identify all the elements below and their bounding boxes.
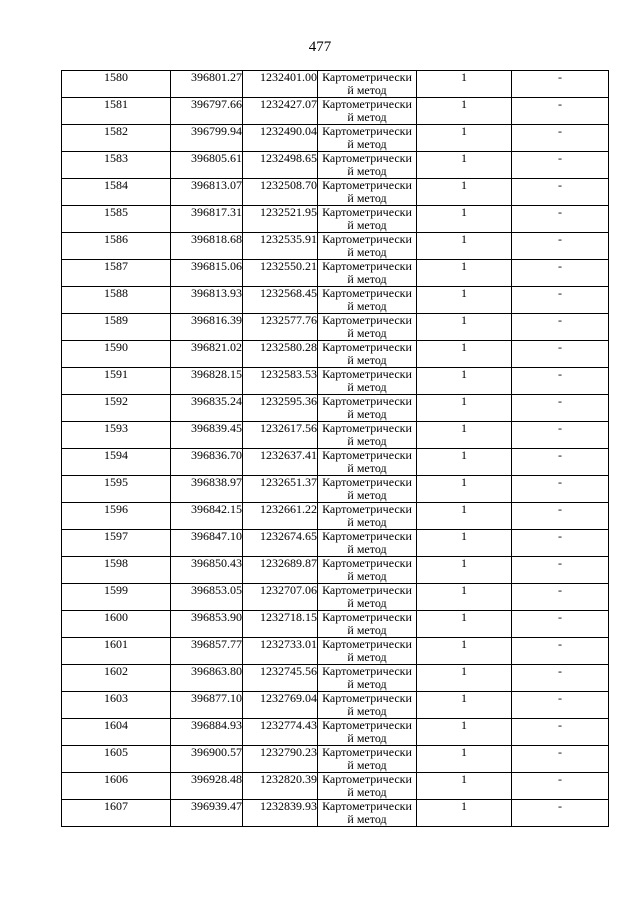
method-line: й метод xyxy=(347,380,387,394)
table-row xyxy=(62,125,609,152)
accuracy-cell: 1 xyxy=(417,476,512,503)
method-line: Картометрически xyxy=(322,178,412,192)
method-line: й метод xyxy=(347,353,387,367)
x-coordinate-cell: 396900.57 xyxy=(171,746,243,773)
method-line: Картометрически xyxy=(322,691,412,705)
method-line: й метод xyxy=(347,434,387,448)
method-line: й метод xyxy=(347,110,387,124)
point-number-cell: 1606 xyxy=(62,773,171,800)
method-cell xyxy=(318,746,417,773)
x-coordinate-cell: 396828.15 xyxy=(171,368,243,395)
description-cell: - xyxy=(512,692,609,719)
x-coordinate-cell: 396884.93 xyxy=(171,719,243,746)
method-cell xyxy=(318,503,417,530)
table-row xyxy=(62,98,609,125)
accuracy-cell: 1 xyxy=(417,287,512,314)
accuracy-cell: 1 xyxy=(417,719,512,746)
point-number-cell: 1605 xyxy=(62,746,171,773)
description-cell: - xyxy=(512,395,609,422)
method-line: Картометрически xyxy=(322,97,412,111)
x-coordinate-cell: 396805.61 xyxy=(171,152,243,179)
accuracy-cell: 1 xyxy=(417,449,512,476)
accuracy-cell: 1 xyxy=(417,611,512,638)
point-number-cell: 1597 xyxy=(62,530,171,557)
method-line: Картометрически xyxy=(322,583,412,597)
x-coordinate-cell: 396821.02 xyxy=(171,341,243,368)
y-coordinate-cell: 1232790.23 xyxy=(243,746,318,773)
accuracy-cell: 1 xyxy=(417,98,512,125)
accuracy-cell: 1 xyxy=(417,422,512,449)
method-cell xyxy=(318,530,417,557)
method-line: Картометрически xyxy=(322,421,412,435)
y-coordinate-cell: 1232535.91 xyxy=(243,233,318,260)
y-coordinate-cell: 1232651.37 xyxy=(243,476,318,503)
y-coordinate-cell: 1232595.36 xyxy=(243,395,318,422)
accuracy-cell: 1 xyxy=(417,665,512,692)
method-line: й метод xyxy=(347,164,387,178)
point-number-cell: 1598 xyxy=(62,557,171,584)
description-cell: - xyxy=(512,368,609,395)
method-line: й метод xyxy=(347,407,387,421)
accuracy-cell: 1 xyxy=(417,152,512,179)
method-cell xyxy=(318,260,417,287)
x-coordinate-cell: 396939.47 xyxy=(171,800,243,827)
point-number-cell: 1589 xyxy=(62,314,171,341)
description-cell: - xyxy=(512,206,609,233)
table-row xyxy=(62,179,609,206)
table-row xyxy=(62,152,609,179)
table-row xyxy=(62,611,609,638)
method-cell xyxy=(318,179,417,206)
y-coordinate-cell: 1232550.21 xyxy=(243,260,318,287)
x-coordinate-cell: 396813.93 xyxy=(171,287,243,314)
y-coordinate-cell: 1232733.01 xyxy=(243,638,318,665)
y-coordinate-cell: 1232718.15 xyxy=(243,611,318,638)
description-cell: - xyxy=(512,557,609,584)
description-cell: - xyxy=(512,341,609,368)
y-coordinate-cell: 1232689.87 xyxy=(243,557,318,584)
table-row xyxy=(62,503,609,530)
method-cell xyxy=(318,71,417,98)
method-line: й метод xyxy=(347,515,387,529)
point-number-cell: 1580 xyxy=(62,71,171,98)
description-cell: - xyxy=(512,638,609,665)
accuracy-cell: 1 xyxy=(417,314,512,341)
method-line: й метод xyxy=(347,299,387,313)
method-cell xyxy=(318,422,417,449)
method-line: й метод xyxy=(347,461,387,475)
method-cell xyxy=(318,773,417,800)
x-coordinate-cell: 396797.66 xyxy=(171,98,243,125)
method-line: й метод xyxy=(347,83,387,97)
coordinates-table xyxy=(61,70,609,827)
table-row xyxy=(62,476,609,503)
x-coordinate-cell: 396816.39 xyxy=(171,314,243,341)
description-cell: - xyxy=(512,71,609,98)
y-coordinate-cell: 1232521.95 xyxy=(243,206,318,233)
x-coordinate-cell: 396842.15 xyxy=(171,503,243,530)
point-number-cell: 1591 xyxy=(62,368,171,395)
point-number-cell: 1596 xyxy=(62,503,171,530)
description-cell: - xyxy=(512,611,609,638)
table-row xyxy=(62,368,609,395)
accuracy-cell: 1 xyxy=(417,503,512,530)
table-body xyxy=(62,71,609,827)
method-cell xyxy=(318,368,417,395)
y-coordinate-cell: 1232820.39 xyxy=(243,773,318,800)
y-coordinate-cell: 1232498.65 xyxy=(243,152,318,179)
point-number-cell: 1583 xyxy=(62,152,171,179)
method-line: Картометрически xyxy=(322,610,412,624)
method-cell xyxy=(318,98,417,125)
table-row xyxy=(62,449,609,476)
method-line: Картометрически xyxy=(322,232,412,246)
table-row xyxy=(62,557,609,584)
point-number-cell: 1584 xyxy=(62,179,171,206)
point-number-cell: 1581 xyxy=(62,98,171,125)
method-cell xyxy=(318,449,417,476)
table-row xyxy=(62,206,609,233)
method-line: Картометрически xyxy=(322,448,412,462)
method-line: й метод xyxy=(347,812,387,826)
method-line: й метод xyxy=(347,326,387,340)
method-cell xyxy=(318,314,417,341)
point-number-cell: 1588 xyxy=(62,287,171,314)
point-number-cell: 1604 xyxy=(62,719,171,746)
description-cell: - xyxy=(512,287,609,314)
method-cell xyxy=(318,665,417,692)
method-line: й метод xyxy=(347,272,387,286)
description-cell: - xyxy=(512,665,609,692)
method-line: Картометрически xyxy=(322,664,412,678)
table-row xyxy=(62,422,609,449)
method-line: й метод xyxy=(347,623,387,637)
description-cell: - xyxy=(512,773,609,800)
method-line: Картометрически xyxy=(322,745,412,759)
method-line: й метод xyxy=(347,191,387,205)
table-row xyxy=(62,719,609,746)
y-coordinate-cell: 1232839.93 xyxy=(243,800,318,827)
description-cell: - xyxy=(512,422,609,449)
method-cell xyxy=(318,611,417,638)
y-coordinate-cell: 1232637.41 xyxy=(243,449,318,476)
method-cell xyxy=(318,341,417,368)
description-cell: - xyxy=(512,746,609,773)
description-cell: - xyxy=(512,476,609,503)
description-cell: - xyxy=(512,719,609,746)
y-coordinate-cell: 1232427.07 xyxy=(243,98,318,125)
description-cell: - xyxy=(512,584,609,611)
description-cell: - xyxy=(512,800,609,827)
method-cell xyxy=(318,287,417,314)
method-line: Картометрически xyxy=(322,340,412,354)
method-cell xyxy=(318,395,417,422)
method-line: Картометрически xyxy=(322,286,412,300)
accuracy-cell: 1 xyxy=(417,395,512,422)
accuracy-cell: 1 xyxy=(417,638,512,665)
x-coordinate-cell: 396817.31 xyxy=(171,206,243,233)
table-row xyxy=(62,71,609,98)
accuracy-cell: 1 xyxy=(417,692,512,719)
method-line: Картометрически xyxy=(322,313,412,327)
point-number-cell: 1585 xyxy=(62,206,171,233)
accuracy-cell: 1 xyxy=(417,260,512,287)
table-row xyxy=(62,341,609,368)
y-coordinate-cell: 1232580.28 xyxy=(243,341,318,368)
description-cell: - xyxy=(512,503,609,530)
method-line: й метод xyxy=(347,677,387,691)
description-cell: - xyxy=(512,530,609,557)
accuracy-cell: 1 xyxy=(417,233,512,260)
x-coordinate-cell: 396818.68 xyxy=(171,233,243,260)
method-line: Картометрически xyxy=(322,124,412,138)
table-row xyxy=(62,395,609,422)
method-line: Картометрически xyxy=(322,637,412,651)
x-coordinate-cell: 396801.27 xyxy=(171,71,243,98)
y-coordinate-cell: 1232568.45 xyxy=(243,287,318,314)
method-line: Картометрически xyxy=(322,259,412,273)
accuracy-cell: 1 xyxy=(417,584,512,611)
accuracy-cell: 1 xyxy=(417,71,512,98)
point-number-cell: 1586 xyxy=(62,233,171,260)
description-cell: - xyxy=(512,260,609,287)
x-coordinate-cell: 396836.70 xyxy=(171,449,243,476)
method-cell xyxy=(318,800,417,827)
method-line: Картометрически xyxy=(322,799,412,813)
description-cell: - xyxy=(512,98,609,125)
method-line: й метод xyxy=(347,785,387,799)
point-number-cell: 1593 xyxy=(62,422,171,449)
method-line: й метод xyxy=(347,488,387,502)
x-coordinate-cell: 396928.48 xyxy=(171,773,243,800)
method-cell xyxy=(318,692,417,719)
y-coordinate-cell: 1232577.76 xyxy=(243,314,318,341)
y-coordinate-cell: 1232661.22 xyxy=(243,503,318,530)
table-row xyxy=(62,692,609,719)
y-coordinate-cell: 1232583.53 xyxy=(243,368,318,395)
description-cell: - xyxy=(512,449,609,476)
table-row xyxy=(62,584,609,611)
point-number-cell: 1603 xyxy=(62,692,171,719)
y-coordinate-cell: 1232774.43 xyxy=(243,719,318,746)
point-number-cell: 1602 xyxy=(62,665,171,692)
accuracy-cell: 1 xyxy=(417,800,512,827)
accuracy-cell: 1 xyxy=(417,179,512,206)
point-number-cell: 1595 xyxy=(62,476,171,503)
method-line: Картометрически xyxy=(322,394,412,408)
description-cell: - xyxy=(512,125,609,152)
method-cell xyxy=(318,206,417,233)
x-coordinate-cell: 396799.94 xyxy=(171,125,243,152)
point-number-cell: 1601 xyxy=(62,638,171,665)
method-cell xyxy=(318,125,417,152)
method-cell xyxy=(318,584,417,611)
x-coordinate-cell: 396838.97 xyxy=(171,476,243,503)
accuracy-cell: 1 xyxy=(417,341,512,368)
description-cell: - xyxy=(512,179,609,206)
accuracy-cell: 1 xyxy=(417,206,512,233)
method-line: Картометрически xyxy=(322,367,412,381)
method-line: Картометрически xyxy=(322,556,412,570)
method-cell xyxy=(318,152,417,179)
method-line: Картометрически xyxy=(322,718,412,732)
y-coordinate-cell: 1232617.56 xyxy=(243,422,318,449)
x-coordinate-cell: 396857.77 xyxy=(171,638,243,665)
y-coordinate-cell: 1232769.04 xyxy=(243,692,318,719)
point-number-cell: 1599 xyxy=(62,584,171,611)
accuracy-cell: 1 xyxy=(417,368,512,395)
method-line: й метод xyxy=(347,542,387,556)
y-coordinate-cell: 1232401.00 xyxy=(243,71,318,98)
x-coordinate-cell: 396877.10 xyxy=(171,692,243,719)
point-number-cell: 1600 xyxy=(62,611,171,638)
table-row xyxy=(62,746,609,773)
x-coordinate-cell: 396839.45 xyxy=(171,422,243,449)
point-number-cell: 1594 xyxy=(62,449,171,476)
y-coordinate-cell: 1232674.65 xyxy=(243,530,318,557)
x-coordinate-cell: 396863.80 xyxy=(171,665,243,692)
table-row xyxy=(62,773,609,800)
method-line: Картометрически xyxy=(322,70,412,84)
method-cell xyxy=(318,638,417,665)
x-coordinate-cell: 396850.43 xyxy=(171,557,243,584)
table-row xyxy=(62,233,609,260)
point-number-cell: 1582 xyxy=(62,125,171,152)
description-cell: - xyxy=(512,233,609,260)
method-line: Картометрически xyxy=(322,772,412,786)
description-cell: - xyxy=(512,314,609,341)
method-line: й метод xyxy=(347,650,387,664)
table-row xyxy=(62,287,609,314)
y-coordinate-cell: 1232745.56 xyxy=(243,665,318,692)
method-line: Картометрически xyxy=(322,475,412,489)
x-coordinate-cell: 396815.06 xyxy=(171,260,243,287)
method-line: Картометрически xyxy=(322,151,412,165)
accuracy-cell: 1 xyxy=(417,773,512,800)
page-number: 477 xyxy=(308,39,332,55)
point-number-cell: 1590 xyxy=(62,341,171,368)
description-cell: - xyxy=(512,152,609,179)
method-line: й метод xyxy=(347,596,387,610)
table-row xyxy=(62,638,609,665)
x-coordinate-cell: 396813.07 xyxy=(171,179,243,206)
table-row xyxy=(62,665,609,692)
method-line: й метод xyxy=(347,731,387,745)
point-number-cell: 1592 xyxy=(62,395,171,422)
x-coordinate-cell: 396835.24 xyxy=(171,395,243,422)
method-cell xyxy=(318,233,417,260)
method-line: й метод xyxy=(347,569,387,583)
method-line: Картометрически xyxy=(322,529,412,543)
method-line: Картометрически xyxy=(322,502,412,516)
y-coordinate-cell: 1232508.70 xyxy=(243,179,318,206)
x-coordinate-cell: 396853.90 xyxy=(171,611,243,638)
method-line: й метод xyxy=(347,137,387,151)
point-number-cell: 1587 xyxy=(62,260,171,287)
accuracy-cell: 1 xyxy=(417,746,512,773)
method-cell xyxy=(318,557,417,584)
method-line: й метод xyxy=(347,218,387,232)
x-coordinate-cell: 396847.10 xyxy=(171,530,243,557)
method-line: й метод xyxy=(347,758,387,772)
method-cell xyxy=(318,476,417,503)
point-number-cell: 1607 xyxy=(62,800,171,827)
method-line: й метод xyxy=(347,704,387,718)
accuracy-cell: 1 xyxy=(417,125,512,152)
method-cell xyxy=(318,719,417,746)
table-row xyxy=(62,530,609,557)
accuracy-cell: 1 xyxy=(417,557,512,584)
method-line: й метод xyxy=(347,245,387,259)
method-line: Картометрически xyxy=(322,205,412,219)
table-row xyxy=(62,800,609,827)
y-coordinate-cell: 1232707.06 xyxy=(243,584,318,611)
x-coordinate-cell: 396853.05 xyxy=(171,584,243,611)
table-row xyxy=(62,260,609,287)
y-coordinate-cell: 1232490.04 xyxy=(243,125,318,152)
table-row xyxy=(62,314,609,341)
accuracy-cell: 1 xyxy=(417,530,512,557)
